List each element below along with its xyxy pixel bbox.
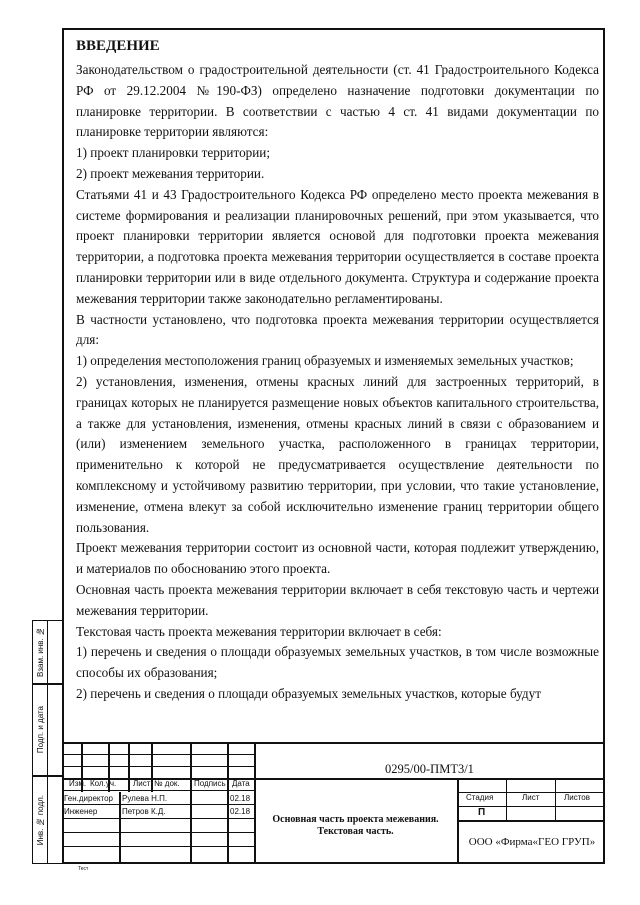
side-strip-podp	[32, 684, 62, 776]
document-body	[76, 36, 599, 705]
stamp-col-podpis: Подпись	[194, 779, 226, 788]
stamp-listov-label: Листов	[564, 793, 590, 802]
stamp-col-data: Дата	[232, 779, 250, 788]
document-code: 0295/00-ПМТ3/1	[385, 762, 474, 776]
stamp-title: Основная часть проекта межевания. Текстовая часть.	[272, 814, 439, 837]
paragraph: 1) перечень и сведения о площади образуемых земельных участков, в том числе возможные способы их образования;	[76, 644, 599, 681]
stamp-row1-role: Ген.директор	[64, 794, 113, 803]
paragraph: 1) определения местоположения границ образуемых и изменяемых земельных участков;	[76, 353, 574, 369]
paragraph: Законодательством о градостроительной деятельности (ст. 41 Градостроительного Кодекса РФ от 29.12.2004 №190-ФЗ) определено назначение подготовки документации по планировке территории. В соответствии с частью 4 ст. 41 видами документации по планировке территории являются:	[76, 62, 599, 140]
stamp-list-label: Лист	[522, 793, 540, 802]
paragraph: Основная часть проекта межевания территории включает в себя текстовую часть и чертежи межевания территории.	[76, 581, 599, 618]
stamp-stadia-label: Стадия	[466, 793, 494, 802]
side-strip-vzam	[32, 620, 62, 684]
stamp-row2-date: 02.18	[230, 807, 251, 816]
paragraph: 2) проект межевания территории.	[76, 165, 265, 181]
stamp-col-list: Лист	[133, 779, 151, 788]
side-label-inv: Инв. № подл.	[35, 794, 45, 846]
side-strip-inv	[32, 776, 62, 864]
paragraph: Проект межевания территории состоит из основной части, которая подлежит утверждению, и материалов по обоснованию этого проекта.	[76, 540, 599, 577]
stamp-row2-name: Петров К.Д.	[122, 807, 166, 816]
side-label-podp: Подп. и дата	[35, 706, 45, 754]
company-name: ООО «Фирма«ГЕО ГРУП»	[468, 836, 596, 848]
stamp-row2-role: Инженер	[64, 807, 98, 816]
paragraph: В частности установлено, что подготовка проекта межевания территории осуществляется для:	[76, 311, 599, 348]
stamp-row1-name: Рулева Н.П.	[122, 794, 168, 803]
paragraph: Текстовая часть проекта межевания территории включает в себя:	[76, 623, 442, 639]
side-label-vzam: Взам. инв. №	[35, 627, 45, 677]
paragraph: 1) проект планировки территории;	[76, 145, 271, 161]
paragraph: 2) перечень и сведения о площади образуемых земельных участков, которые будут	[76, 685, 541, 701]
paragraph: Статьями 41 и 43 Градостроительного Кодекса РФ определено место проекта межевания в системе формирования и реализации планировочных решений, при этом указывается, что проект планировки территории является основой для подготовки проекта межевания территории, а подготовка проекта межевания территории осуществляется в составе проекта планировки территории или в виде отдельного документа. Структура и содержание проекта межевания территории также законодательно регламентированы.	[76, 186, 599, 306]
stamp-stadia-value: П	[478, 807, 486, 818]
title-block	[62, 742, 605, 864]
stamp-col-izm: Изм.	[69, 779, 87, 788]
stamp-row1-date: 02.18	[230, 794, 251, 803]
stamp-col-koluch: Кол.уч.	[90, 779, 117, 788]
bottom-note: Тест	[78, 866, 89, 872]
paragraph: 2) установления, изменения, отмены красных линий для застроенных территорий, в границах которых не планируется размещение новых объектов капитального строительства, а также для установления, изменения, отмены красных линий в связи с образованием и (или) изменением земельного участка, расположенного в границах территории, применительно к которой не предусматривается осуществление деятельности по комплексному и устойчивому развитию территории, при условии, что такие установление, изменение, отмена влекут за собой исключительно изменение границ территории общего пользования.	[76, 373, 599, 535]
document-heading: ВВЕДЕНИЕ	[76, 38, 160, 54]
stamp-col-ndok: № док.	[154, 779, 180, 788]
